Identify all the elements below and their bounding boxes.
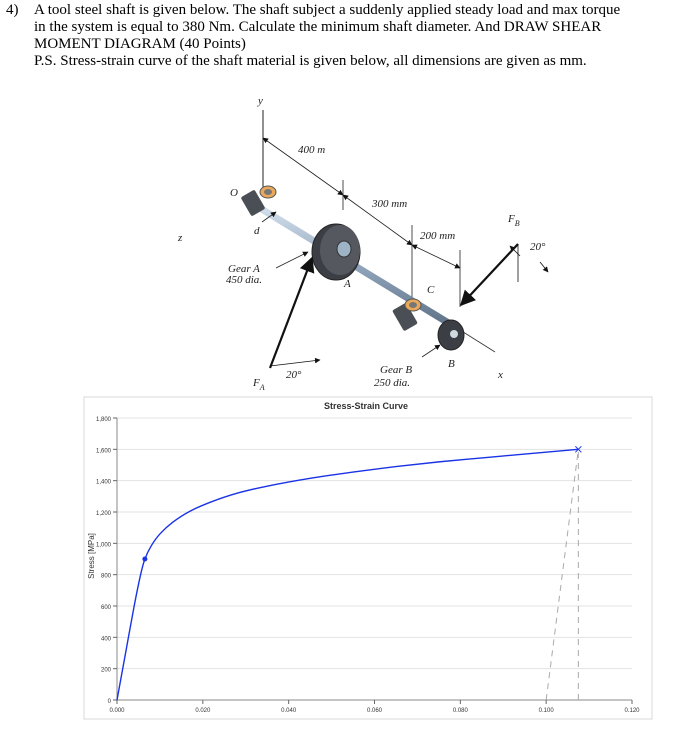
problem-line-4: P.S. Stress-strain curve of the shaft material is given below, all dimensions are given as mm. bbox=[34, 53, 587, 69]
gear-b-dia: 250 dia. bbox=[374, 377, 411, 389]
y-tick-label: 1,400 bbox=[95, 479, 111, 486]
gear-b-name: Gear B bbox=[380, 364, 413, 376]
origin-label: O bbox=[230, 187, 238, 199]
y-tick-label: 800 bbox=[100, 573, 111, 580]
force-a-label: $F_A$ bbox=[253, 377, 265, 392]
y-axis-label: y bbox=[258, 95, 263, 107]
angle-a-label: 20° bbox=[286, 369, 302, 381]
dim-300-label: 300 mm bbox=[372, 198, 408, 210]
dim-400-label: 400 m bbox=[298, 144, 326, 156]
problem-line-3: MOMENT DIAGRAM (40 Points) bbox=[34, 36, 246, 52]
x-tick-label: 0.000 bbox=[109, 708, 125, 714]
force-b-label: $F_B$ bbox=[508, 213, 520, 228]
problem-line-1: 4) A tool steel shaft is given below. The shaft subject a suddenly applied steady load and max torque bbox=[6, 2, 621, 18]
problem-line-2: in the system is equal to 380 Nm. Calculate the minimum shaft diameter. And DRAW SHEAR bbox=[34, 19, 602, 35]
y-tick-label: 400 bbox=[100, 636, 111, 643]
gear-a-name: Gear A bbox=[228, 263, 260, 275]
chart-markers bbox=[142, 446, 581, 561]
y-tick-label: 600 bbox=[100, 605, 111, 611]
point-b-label: B bbox=[448, 358, 455, 370]
chart-frame bbox=[84, 397, 652, 719]
point-a-label: A bbox=[344, 278, 351, 290]
point-c-label: C bbox=[427, 284, 435, 296]
problem-number: 4) bbox=[6, 2, 19, 18]
x-tick-label: 0.020 bbox=[195, 708, 211, 714]
z-axis-label: z bbox=[178, 232, 183, 244]
chart-grid bbox=[117, 418, 632, 700]
yield-point-marker bbox=[142, 557, 147, 562]
x-axis-label: x bbox=[498, 369, 503, 381]
x-tick-label: 0.040 bbox=[281, 708, 297, 714]
chart-title: Stress-Strain Curve bbox=[323, 401, 409, 411]
y-tick-label: 1,000 bbox=[95, 542, 111, 549]
d-label: d bbox=[254, 225, 260, 237]
chart-ticks bbox=[96, 417, 640, 714]
dim-200-label: 200 mm bbox=[420, 230, 456, 242]
y-tick-label: 1,800 bbox=[95, 417, 111, 423]
x-tick-label: 0.080 bbox=[452, 708, 468, 714]
x-tick-label: 0.120 bbox=[624, 708, 640, 714]
y-tick-label: 0 bbox=[107, 699, 111, 705]
gear-a-dia: 450 dia. bbox=[226, 274, 263, 286]
x-tick-label: 0.100 bbox=[538, 708, 554, 714]
chart-ylabel: Stress [MPa] bbox=[87, 533, 96, 579]
angle-b-label: 20° bbox=[530, 241, 546, 253]
x-tick-label: 0.060 bbox=[366, 708, 383, 714]
y-tick-label: 200 bbox=[100, 667, 111, 674]
y-tick-label: 1,600 bbox=[95, 448, 111, 455]
y-tick-label: 1,200 bbox=[95, 511, 111, 517]
